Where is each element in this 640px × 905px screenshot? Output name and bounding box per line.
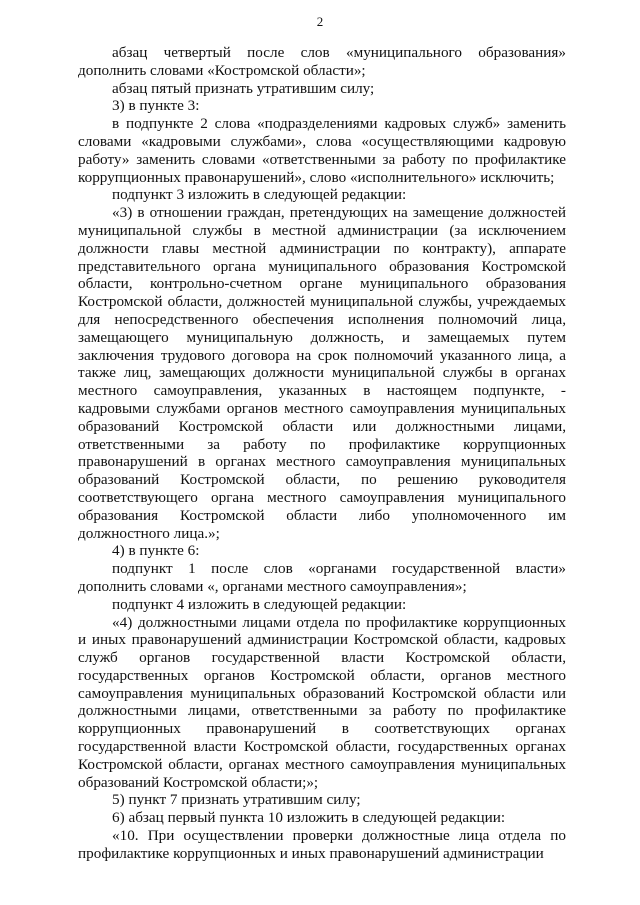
paragraph-1: абзац четвертый после слов «муниципального образования» дополнить словами «Костромской области»;	[78, 44, 566, 79]
paragraph-4: в подпункте 2 слова «подразделениями кадровых служб» заменить словами «кадровыми службами», слова «осуществляющими кадровую работу» заменить словами «ответственными за работу по профилактике коррупционных правонарушений», слово «исполнительного» исключить;	[78, 115, 566, 186]
paragraph-3: 3) в пункте 3:	[112, 97, 200, 115]
paragraph-5: подпункт 3 изложить в следующей редакции:	[112, 186, 407, 204]
document-body	[78, 44, 566, 863]
paragraph-7: 4) в пункте 6:	[112, 542, 200, 560]
paragraph-13: «10. При осуществлении проверки должностные лица отдела по профилактике коррупционных и иных правонарушений администрации	[78, 827, 566, 862]
paragraph-12: 6) абзац первый пункта 10 изложить в следующей редакции:	[112, 809, 506, 827]
paragraph-8: подпункт 1 после слов «органами государственной власти» дополнить словами «, органами местного самоуправления»;	[78, 560, 566, 595]
page-number: 2	[316, 14, 324, 29]
paragraph-11: 5) пункт 7 признать утратившим силу;	[112, 791, 361, 809]
paragraph-6: «3) в отношении граждан, претендующих на замещение должностей муниципальной службы в местной администрации (за исключением должности главы местной администрации по контракту), аппарате представительного органа муниципального образования Костромской области, контрольно-счетном органе муниципального образования Костромской области, должностей муниципальной службы, учреждаемых для непосредственного обеспечения исполнения полномочий лица, замещающего муниципальную должность, и замещаемых путем заключения трудового договора на срок полномочий указанного лица, а также лиц, замещающих должности муниципальной службы в органах местного самоуправления, указанных в настоящем подпункте, - кадровыми службами органов местного самоуправления муниципальных образований Костромской области или должностными лицами, ответственными за работу по профилактике коррупционных правонарушений в органах местного самоуправления муниципальных образований Костромской области, по решению руководителя соответствующего органа местного самоуправления муниципального образования Костромской области либо уполномоченного им должностного лица.»;	[78, 204, 566, 542]
paragraph-10: «4) должностными лицами отдела по профилактике коррупционных и иных правонарушений администрации Костромской области, кадровых служб органов государственной власти Костромской области, государственных органов Костромской области, органов местного самоуправления муниципальных образований Костромской области или должностными лицами, ответственными за работу по профилактике коррупционных правонарушений в соответствующих органах государственной власти Костромской области, государственных органах Костромской области, органах местного самоуправления муниципальных образований Костромской области;»;	[78, 613, 566, 791]
paragraph-2: абзац пятый признать утратившим силу;	[112, 79, 375, 97]
paragraph-9: подпункт 4 изложить в следующей редакции:	[112, 595, 407, 613]
